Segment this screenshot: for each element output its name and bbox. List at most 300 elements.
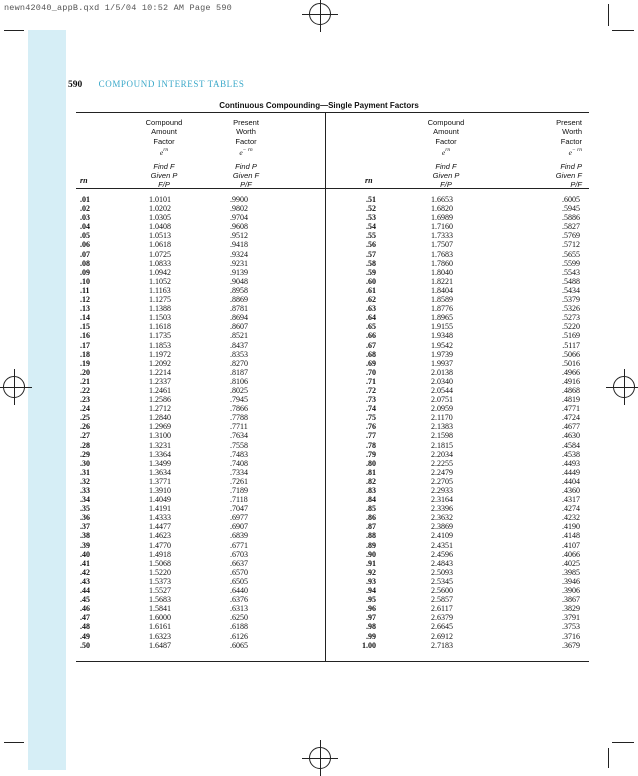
table-cell: 1.5373 xyxy=(149,576,171,586)
page-number: 590 xyxy=(68,80,83,90)
table-cell: 1.9348 xyxy=(431,331,453,341)
table-cell: .6505 xyxy=(230,576,248,586)
table-cell: 2.0959 xyxy=(431,404,453,414)
table-cell: .85 xyxy=(366,504,376,514)
table-cell: .7408 xyxy=(230,458,248,468)
table-cell: 1.4770 xyxy=(149,540,171,550)
table-cell: .6065 xyxy=(230,640,248,650)
table-cell: .75 xyxy=(366,413,376,423)
table-cell: 1.0513 xyxy=(149,231,171,241)
table-cell: 1.9155 xyxy=(431,322,453,332)
table-cell: 2.7183 xyxy=(431,640,453,650)
table-cell: 2.3164 xyxy=(431,495,453,505)
section-title: COMPOUND INTEREST TABLES xyxy=(98,79,245,89)
table-cell: 1.2337 xyxy=(149,376,171,386)
table-cell: .28 xyxy=(80,440,90,450)
table-cell: 2.2255 xyxy=(431,458,453,468)
table-cell: .81 xyxy=(366,467,376,477)
table-cell: .34 xyxy=(80,495,90,505)
table-cell: .7866 xyxy=(230,404,248,414)
table-cell: 1.5527 xyxy=(149,586,171,596)
table-cell: .6839 xyxy=(230,531,248,541)
table-cell: .8025 xyxy=(230,385,248,395)
table-cell: .4819 xyxy=(562,395,580,405)
compound-header-right: Compound Amount Factor $e^{rn}$ Find F Given P F/P xyxy=(427,118,465,190)
table-cell: .6250 xyxy=(230,613,248,623)
table-cell: .10 xyxy=(80,276,90,286)
rn-header-right: rn xyxy=(365,176,373,185)
table-cell: .27 xyxy=(80,431,90,441)
table-cell: .97 xyxy=(366,613,376,623)
table-cell: .5827 xyxy=(562,222,580,232)
table-cell: .9512 xyxy=(230,231,248,241)
table-cell: .4538 xyxy=(562,449,580,459)
table-cell: .4771 xyxy=(562,404,580,414)
table-cell: 2.5857 xyxy=(431,595,453,605)
table-cell: .3716 xyxy=(562,631,580,641)
table-cell: .8437 xyxy=(230,340,248,350)
table-cell: .5945 xyxy=(562,204,580,214)
table-cell: .31 xyxy=(80,467,90,477)
table-cell: .91 xyxy=(366,558,376,568)
table-cell: .21 xyxy=(80,376,90,386)
table-cell: 1.3499 xyxy=(149,458,171,468)
table-cell: .37 xyxy=(80,522,90,532)
table-cell: .73 xyxy=(366,395,376,405)
table-cell: 1.2461 xyxy=(149,385,171,395)
table-cell: .3791 xyxy=(562,613,580,623)
table-cell: 1.6653 xyxy=(431,195,453,204)
table-cell: .8187 xyxy=(230,367,248,377)
table-cell: .51 xyxy=(366,195,376,204)
crop-mark xyxy=(608,4,609,26)
table-cell: 1.3634 xyxy=(149,467,171,477)
table-cell: 2.2933 xyxy=(431,486,453,495)
table-cell: 1.4477 xyxy=(149,522,171,532)
table-cell: .6703 xyxy=(230,549,248,559)
table-cell: 2.6379 xyxy=(431,613,453,623)
table-cell: .58 xyxy=(366,258,376,268)
table-cell: .01 xyxy=(80,195,90,204)
table-cell: 2.5345 xyxy=(431,576,453,586)
table-cell: .26 xyxy=(80,422,90,432)
table-cell: 1.00 xyxy=(362,640,376,650)
table-cell: 1.2969 xyxy=(149,422,171,432)
table-cell: .9139 xyxy=(230,267,248,277)
table-cell: 1.3364 xyxy=(149,449,171,459)
table-cell: .7261 xyxy=(230,476,248,486)
table-cell: .68 xyxy=(366,349,376,359)
table-cell: .35 xyxy=(80,504,90,514)
table-cell: 1.2214 xyxy=(149,367,171,377)
table-cell: .29 xyxy=(80,449,90,459)
table-cell: 2.3869 xyxy=(431,522,453,532)
table-cell: .4274 xyxy=(562,504,580,514)
table-cell: 1.3771 xyxy=(149,476,171,486)
table-cell: 1.1503 xyxy=(149,313,171,323)
table-cell: .57 xyxy=(366,249,376,259)
table-cell: .7711 xyxy=(230,422,248,432)
table-cell: .4148 xyxy=(562,531,580,541)
table-cell: 2.4843 xyxy=(431,558,453,568)
table-cell: .4190 xyxy=(562,522,580,532)
table-cell: .6313 xyxy=(230,604,248,614)
table-cell: .4317 xyxy=(562,495,580,505)
table-cell: 2.3632 xyxy=(431,513,453,523)
table-cell: .77 xyxy=(366,431,376,441)
table-cell: .7047 xyxy=(230,504,248,514)
table-cell: 1.0618 xyxy=(149,240,171,250)
table-cell: 2.2705 xyxy=(431,476,453,486)
table-cell: 2.5093 xyxy=(431,567,453,577)
table-cell: .40 xyxy=(80,549,90,559)
table-cell: .79 xyxy=(366,449,376,459)
table-cell: .76 xyxy=(366,422,376,432)
table-cell: .15 xyxy=(80,322,90,332)
table-cell: .82 xyxy=(366,476,376,486)
table-cell: 1.9937 xyxy=(431,358,453,368)
table-cell: .5220 xyxy=(562,322,580,332)
rn-header-left: rn xyxy=(80,176,88,185)
table-cell: .4916 xyxy=(562,376,580,386)
table-cell: 1.4191 xyxy=(149,504,171,514)
table-cell: .03 xyxy=(80,213,90,223)
table-cell: .8781 xyxy=(230,304,248,314)
table-cell: .48 xyxy=(80,622,90,632)
table-cell: 1.7160 xyxy=(431,222,453,232)
table-cell: .98 xyxy=(366,622,376,632)
table-cell: 2.2034 xyxy=(431,449,453,459)
table-cell: .71 xyxy=(366,376,376,386)
table-cell: 2.6912 xyxy=(431,631,453,641)
table-cell: .7788 xyxy=(230,413,248,423)
table-cell: 1.5841 xyxy=(149,604,171,614)
table-cell: .22 xyxy=(80,385,90,395)
table-cell: .23 xyxy=(80,395,90,405)
table-cell: .4868 xyxy=(562,385,580,395)
table-cell: .5655 xyxy=(562,249,580,259)
table-cell: 1.1163 xyxy=(149,285,171,295)
table-cell: .49 xyxy=(80,631,90,641)
table-cell: 1.7683 xyxy=(431,249,453,259)
table-cell: 1.8040 xyxy=(431,267,453,277)
table-cell: .36 xyxy=(80,513,90,523)
table-cell: 1.2586 xyxy=(149,395,171,405)
table-cell: .5169 xyxy=(562,331,580,341)
table-rule-bottom xyxy=(76,661,589,662)
table-cell: .3829 xyxy=(562,604,580,614)
table-cell: 1.7860 xyxy=(431,258,453,268)
table-cell: .60 xyxy=(366,276,376,286)
table-cell: .84 xyxy=(366,495,376,505)
table-cell: .96 xyxy=(366,604,376,614)
table-cell: .25 xyxy=(80,413,90,423)
table-cell: 1.5683 xyxy=(149,595,171,605)
table-cell: .5712 xyxy=(562,240,580,250)
table-cell: 1.2712 xyxy=(149,404,171,414)
table-cell: .99 xyxy=(366,631,376,641)
table-cell: 2.4351 xyxy=(431,540,453,550)
table-cell: 1.6161 xyxy=(149,622,171,632)
table-cell: 1.5220 xyxy=(149,567,171,577)
table-cell: .42 xyxy=(80,567,90,577)
table-cell: .4025 xyxy=(562,558,580,568)
table-cell: .5379 xyxy=(562,295,580,305)
table-cell: 1.7333 xyxy=(431,231,453,241)
table-cell: 2.4109 xyxy=(431,531,453,541)
table-cell: .94 xyxy=(366,586,376,596)
table-cell: .54 xyxy=(366,222,376,232)
pf-column-left xyxy=(230,195,248,650)
table-cell: .3906 xyxy=(562,586,580,596)
table-cell: .56 xyxy=(366,240,376,250)
crop-mark xyxy=(612,742,634,743)
table-cell: .8607 xyxy=(230,322,248,332)
table-cell: .04 xyxy=(80,222,90,232)
table-cell: 1.6820 xyxy=(431,204,453,214)
table-cell: .8353 xyxy=(230,349,248,359)
table-cell: .5066 xyxy=(562,349,580,359)
page-margin-strip xyxy=(28,30,66,770)
table-cell: 1.8776 xyxy=(431,304,453,314)
table-cell: 1.2092 xyxy=(149,358,171,368)
table-cell: .7483 xyxy=(230,449,248,459)
table-cell: 1.3910 xyxy=(149,486,171,495)
table-cell: 1.0833 xyxy=(149,258,171,268)
table-cell: .72 xyxy=(366,385,376,395)
table-cell: .45 xyxy=(80,595,90,605)
present-header-left: Present Worth Factor $e^{- rn}$ Find P Given F P/F xyxy=(232,118,260,190)
crop-mark xyxy=(4,742,24,743)
table-cell: 1.6323 xyxy=(149,631,171,641)
table-cell: .4677 xyxy=(562,422,580,432)
table-cell: 2.1383 xyxy=(431,422,453,432)
table-cell: 1.9739 xyxy=(431,349,453,359)
present-header-right: Present Worth Factor $e^{- rn}$ Find P Given F P/F xyxy=(555,118,582,190)
table-cell: .4493 xyxy=(562,458,580,468)
table-cell: .50 xyxy=(80,640,90,650)
table-cell: 1.4333 xyxy=(149,513,171,523)
table-cell: 2.6117 xyxy=(431,604,453,614)
table-cell: .5769 xyxy=(562,231,580,241)
table-cell: 2.0544 xyxy=(431,385,453,395)
table-cell: .65 xyxy=(366,322,376,332)
print-slug: newn42040_appB.qxd 1/5/04 10:52 AM Page 590 xyxy=(4,3,232,13)
table-cell: 1.0942 xyxy=(149,267,171,277)
table-cell: 2.0340 xyxy=(431,376,453,386)
table-cell: .90 xyxy=(366,549,376,559)
table-cell: .6907 xyxy=(230,522,248,532)
rn-column-right xyxy=(348,195,376,650)
table-cell: .3946 xyxy=(562,576,580,586)
table-cell: .7189 xyxy=(230,486,248,495)
running-header xyxy=(68,79,244,90)
table-cell: 1.4049 xyxy=(149,495,171,505)
table-cell: .5886 xyxy=(562,213,580,223)
table-cell: .19 xyxy=(80,358,90,368)
table-cell: 1.1853 xyxy=(149,340,171,350)
table-cell: 1.6989 xyxy=(431,213,453,223)
table-cell: .7334 xyxy=(230,467,248,477)
table-cell: .05 xyxy=(80,231,90,241)
table-cell: 1.1275 xyxy=(149,295,171,305)
table-cell: 1.1388 xyxy=(149,304,171,314)
table-cell: .9048 xyxy=(230,276,248,286)
table-cell: .7118 xyxy=(230,495,248,505)
table-cell: .80 xyxy=(366,458,376,468)
table-cell: .4232 xyxy=(562,513,580,523)
table-cell: 1.0305 xyxy=(149,213,171,223)
table-cell: 1.0725 xyxy=(149,249,171,259)
table-cell: .6771 xyxy=(230,540,248,550)
table-cell: .78 xyxy=(366,440,376,450)
table-cell: .7634 xyxy=(230,431,248,441)
table-cell: .44 xyxy=(80,586,90,596)
table-cell: .9324 xyxy=(230,249,248,259)
table-cell: .67 xyxy=(366,340,376,350)
table-cell: 2.1598 xyxy=(431,431,453,441)
table-cell: .88 xyxy=(366,531,376,541)
table-cell: .53 xyxy=(366,213,376,223)
table-cell: .9608 xyxy=(230,222,248,232)
table-cell: 2.1170 xyxy=(431,413,453,423)
table-cell: 1.4623 xyxy=(149,531,171,541)
table-cell: .5434 xyxy=(562,285,580,295)
table-cell: .09 xyxy=(80,267,90,277)
pf-column-right xyxy=(540,195,580,650)
registration-mark-top xyxy=(309,3,331,25)
table-cell: .6570 xyxy=(230,567,248,577)
table-cell: .07 xyxy=(80,249,90,259)
table-cell: .24 xyxy=(80,404,90,414)
table-cell: .4107 xyxy=(562,540,580,550)
table-cell: 2.1815 xyxy=(431,440,453,450)
table-cell: .3679 xyxy=(562,640,580,650)
table-cell: .86 xyxy=(366,513,376,523)
table-cell: .5016 xyxy=(562,358,580,368)
crop-mark xyxy=(608,748,609,768)
table-cell: .4449 xyxy=(562,467,580,477)
table-cell: .38 xyxy=(80,531,90,541)
table-cell: .6188 xyxy=(230,622,248,632)
crop-mark xyxy=(612,30,634,31)
registration-mark-left xyxy=(3,376,25,398)
table-cell: .6977 xyxy=(230,513,248,523)
table-cell: .9231 xyxy=(230,258,248,268)
table-cell: .61 xyxy=(366,285,376,295)
table-cell: .20 xyxy=(80,367,90,377)
table-cell: 1.7507 xyxy=(431,240,453,250)
table-cell: .8694 xyxy=(230,313,248,323)
table-cell: 1.0101 xyxy=(149,195,171,204)
table-cell: .8270 xyxy=(230,358,248,368)
table-cell: .5488 xyxy=(562,276,580,286)
table-cell: .74 xyxy=(366,404,376,414)
table-cell: .7945 xyxy=(230,395,248,405)
table-cell: 1.0202 xyxy=(149,204,171,214)
table-cell: .69 xyxy=(366,358,376,368)
table-cell: .16 xyxy=(80,331,90,341)
table-cell: .9418 xyxy=(230,240,248,250)
table-cell: .52 xyxy=(366,204,376,214)
table-cell: .5326 xyxy=(562,304,580,314)
table-cell: .14 xyxy=(80,313,90,323)
table-cell: 2.0751 xyxy=(431,395,453,405)
table-cell: .93 xyxy=(366,576,376,586)
fp-column-right xyxy=(431,195,453,650)
table-cell: .06 xyxy=(80,240,90,250)
table-cell: 1.8589 xyxy=(431,295,453,305)
table-cell: .5543 xyxy=(562,267,580,277)
table-cell: .41 xyxy=(80,558,90,568)
table-cell: .08 xyxy=(80,258,90,268)
table-cell: .63 xyxy=(366,304,376,314)
table-cell: .92 xyxy=(366,567,376,577)
table-cell: .6376 xyxy=(230,595,248,605)
table-cell: 2.4596 xyxy=(431,549,453,559)
table-cell: 2.0138 xyxy=(431,367,453,377)
table-cell: .59 xyxy=(366,267,376,277)
table-cell: .32 xyxy=(80,476,90,486)
table-cell: .66 xyxy=(366,331,376,341)
table-cell: 1.1972 xyxy=(149,349,171,359)
table-cell: .62 xyxy=(366,295,376,305)
table-cell: .9900 xyxy=(230,195,248,204)
table-cell: .89 xyxy=(366,540,376,550)
table-cell: 1.9542 xyxy=(431,340,453,350)
table-cell: .4404 xyxy=(562,476,580,486)
table-cell: .8521 xyxy=(230,331,248,341)
fp-column-left xyxy=(149,195,171,650)
table-cell: .6440 xyxy=(230,586,248,596)
table-cell: 1.1735 xyxy=(149,331,171,341)
table-cell: 1.8221 xyxy=(431,276,453,286)
table-cell: .6126 xyxy=(230,631,248,641)
table-cell: .47 xyxy=(80,613,90,623)
table-cell: .13 xyxy=(80,304,90,314)
table-cell: .55 xyxy=(366,231,376,241)
table-cell: .5117 xyxy=(562,340,580,350)
table-cell: .8869 xyxy=(230,295,248,305)
table-cell: 1.3231 xyxy=(149,440,171,450)
table-cell: .3867 xyxy=(562,595,580,605)
table-cell: .8958 xyxy=(230,285,248,295)
table-cell: .6005 xyxy=(562,195,580,204)
table-cell: .5599 xyxy=(562,258,580,268)
table-cell: .4966 xyxy=(562,367,580,377)
table-cell: .64 xyxy=(366,313,376,323)
table-cell: .9704 xyxy=(230,213,248,223)
table-cell: .4066 xyxy=(562,549,580,559)
table-cell: 1.0408 xyxy=(149,222,171,232)
table-cell: 1.6487 xyxy=(149,640,171,650)
table-cell: .17 xyxy=(80,340,90,350)
table-cell: .33 xyxy=(80,486,90,495)
table-cell: 2.2479 xyxy=(431,467,453,477)
table-cell: 2.3396 xyxy=(431,504,453,514)
table-cell: .6637 xyxy=(230,558,248,568)
table-cell: .11 xyxy=(80,285,90,295)
table-cell: .4630 xyxy=(562,431,580,441)
table-rule-top xyxy=(76,112,589,113)
table-cell: 1.2840 xyxy=(149,413,171,423)
compound-header-left: Compound Amount Factor $e^{rn}$ Find F Given P F/P xyxy=(145,118,183,190)
registration-mark-bottom xyxy=(309,747,331,769)
table-divider xyxy=(325,112,326,661)
table-cell: 1.3100 xyxy=(149,431,171,441)
table-cell: .95 xyxy=(366,595,376,605)
table-cell: .4584 xyxy=(562,440,580,450)
